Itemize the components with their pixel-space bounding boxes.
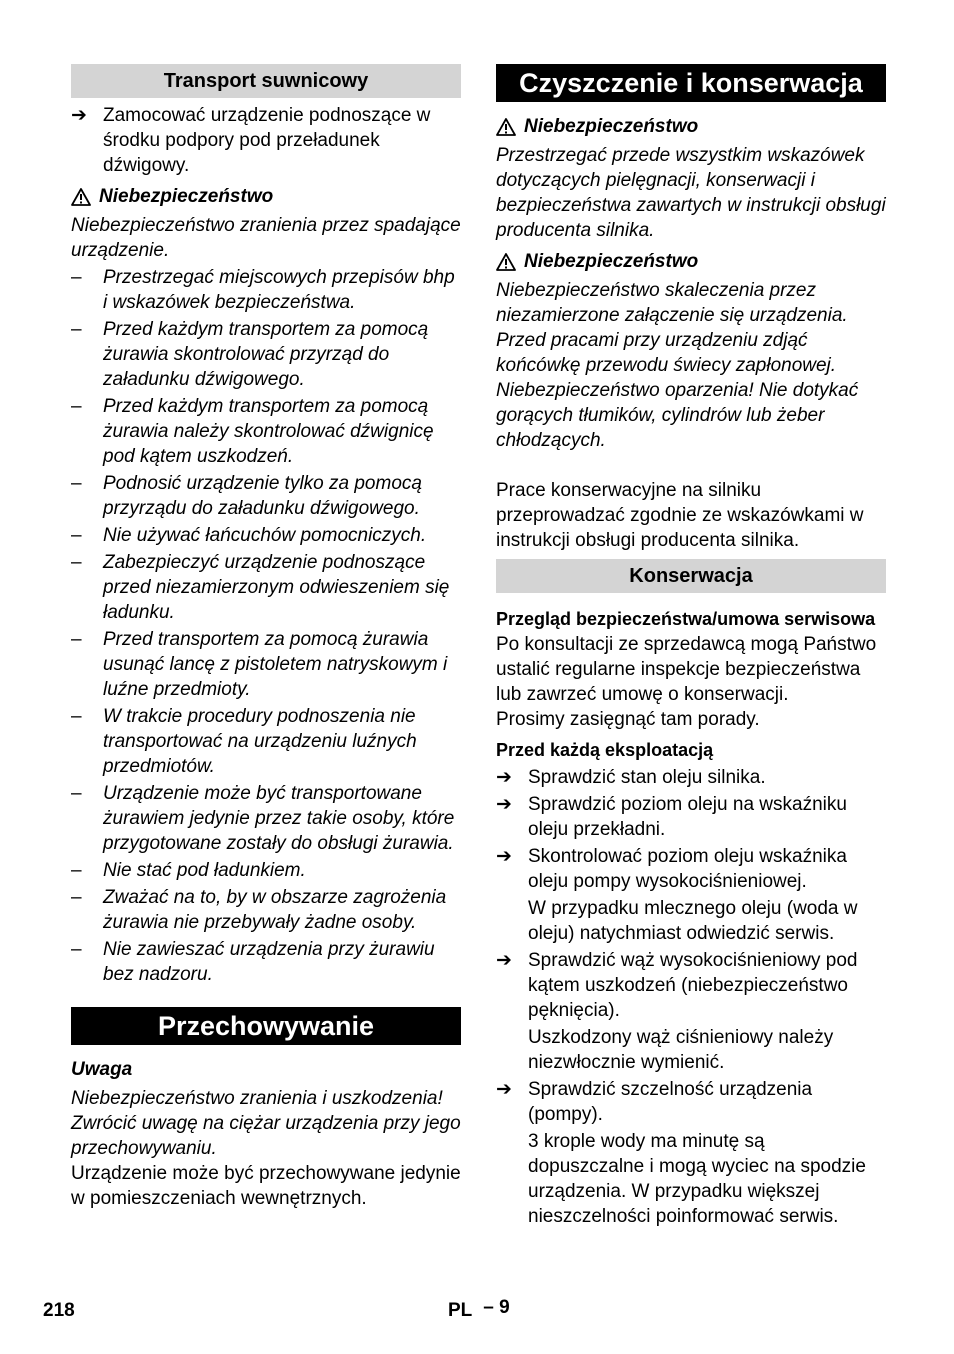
- dash-bullet: –: [71, 552, 82, 573]
- danger2-text-2: Niebezpieczeństwo oparzenia! Nie dotykać gorących tłumików, cylindrów lub żeber chłodzących.: [496, 380, 859, 451]
- danger-notice-1: [496, 114, 886, 139]
- list-item-text: Podnosić urządzenie tylko za pomocą przyrządu do załadunku dźwigowego.: [103, 473, 422, 519]
- list-item-text: Zabezpieczyć urządzenie podnoszące przed niezamierzonym odwieszeniem się ładunku.: [103, 552, 450, 623]
- dash-bullet: –: [71, 319, 82, 340]
- inspection-heading: Przegląd bezpieczeństwa/umowa serwisowa: [496, 609, 876, 629]
- list-item: [71, 781, 461, 856]
- warning-triangle-icon: [496, 118, 516, 136]
- inspection-text-2: Prosimy zasięgnąć tam porady.: [496, 709, 760, 730]
- dash-bullet: –: [71, 525, 82, 546]
- transport-instruction: [71, 103, 461, 178]
- transport-instruction-text: Zamocować urządzenie podnoszące w środku podpory pod przeładunek dźwigowy.: [103, 105, 431, 176]
- dash-bullet: –: [71, 783, 82, 804]
- arrow-right-icon: ➔: [496, 767, 512, 788]
- danger-label: Niebezpieczeństwo: [524, 251, 699, 272]
- storage-text: Urządzenie może być przechowywane jedynie w pomieszczeniach wewnętrznych.: [71, 1163, 461, 1209]
- arrow-right-icon: ➔: [496, 950, 512, 971]
- dash-bullet: –: [71, 396, 82, 417]
- warning-triangle-icon: [71, 188, 91, 206]
- check-item-text: Sprawdzić poziom oleju na wskaźniku oleju przekładni.: [528, 794, 847, 840]
- list-item: [71, 317, 461, 392]
- list-item-text: Zważać na to, by w obszarze zagrożenia żurawia nie przebywały żadne osoby.: [103, 887, 447, 933]
- maintenance-text: Prace konserwacyjne na silniku przeprowadzać zgodnie ze wskazówkami w instrukcji obsługi producenta silnika.: [496, 480, 864, 551]
- warning-triangle-icon: [496, 253, 516, 271]
- dash-bullet: –: [71, 860, 82, 881]
- check-item: [496, 792, 886, 842]
- list-item: [71, 265, 461, 315]
- list-item-text: W trakcie procedury podnoszenia nie transportować na urządzeniu luźnych przedmiotów.: [103, 706, 417, 777]
- safety-list: [71, 265, 461, 987]
- list-item-text: Urządzenie może być transportowane żurawiem jedynie przez takie osoby, które przygotowane zostały do obsługi żurawia.: [103, 783, 455, 854]
- note-label: Uwaga: [71, 1059, 133, 1080]
- arrow-right-icon: ➔: [496, 1079, 512, 1100]
- transport-heading: Transport suwnicowy: [71, 64, 461, 98]
- check-item-text: Sprawdzić szczelność urządzenia (pompy).: [528, 1079, 813, 1125]
- check-item: [496, 948, 886, 1023]
- dash-bullet: –: [71, 473, 82, 494]
- list-item: [71, 550, 461, 625]
- arrow-right-icon: ➔: [496, 846, 512, 867]
- check-item: [496, 844, 886, 894]
- list-item: [71, 523, 461, 548]
- check-item-note: Uszkodzony wąż ciśnieniowy należy niezwłocznie wymienić.: [528, 1027, 834, 1073]
- list-item-text: Nie stać pod ładunkiem.: [103, 860, 306, 881]
- list-item: [71, 704, 461, 779]
- list-item-text: Przed każdym transportem za pomocą żurawia skontrolować przyrząd do załadunku dźwigowego.: [103, 319, 429, 390]
- dash-bullet: –: [71, 629, 82, 650]
- list-item-text: Przestrzegać miejscowych przepisów bhp i wskazówek bezpieczeństwa.: [103, 267, 455, 313]
- danger-label: Niebezpieczeństwo: [524, 116, 699, 137]
- dash-bullet: –: [71, 939, 82, 960]
- note-text: Niebezpieczeństwo zranienia i uszkodzenia! Zwrócić uwagę na ciężar urządzenia przy jego przechowywaniu.: [71, 1088, 461, 1159]
- footer-label: [448, 1298, 510, 1323]
- list-item: [71, 885, 461, 935]
- page-number: 218: [43, 1300, 75, 1321]
- language-code: PL: [448, 1300, 472, 1321]
- check-item-text: Skontrolować poziom oleju wskaźnika oleju pompy wysokociśnieniowej.: [528, 846, 847, 892]
- cleaning-heading: Czyszczenie i konserwacja: [496, 64, 886, 102]
- list-item: [71, 627, 461, 702]
- check-item-note: 3 krople wody ma minutę są dopuszczalne i mogą wyciec na spodzie urządzenia. W przypadku większej nieszczelności poinformować serwis.: [528, 1131, 866, 1227]
- before-use-heading: Przed każdą eksploatacją: [496, 740, 714, 760]
- danger1-text: Przestrzegać przede wszystkim wskazówek dotyczących pielęgnacji, konserwacji i bezpieczeństwa zawartych w instrukcji obsługi producenta silnika.: [496, 145, 886, 241]
- list-item-text: Przed każdym transportem za pomocą żurawia należy skontrolować dźwignicę pod kątem uszkodzeń.: [103, 396, 434, 467]
- arrow-right-icon: ➔: [496, 794, 512, 815]
- check-item-note: W przypadku mlecznego oleju (woda w oleju) natychmiast odwiedzić serwis.: [528, 898, 858, 944]
- danger2-text-1: Niebezpieczeństwo skaleczenia przez niezamierzone załączenie się urządzenia. Przed pracami przy urządzeniu zdjąć końcówkę przewodu świecy zapłonowej.: [496, 280, 848, 376]
- list-item-text: Nie zawieszać urządzenia przy żurawiu bez nadzoru.: [103, 939, 435, 985]
- list-item: [71, 471, 461, 521]
- left-column: [71, 64, 461, 1211]
- danger-text: Niebezpieczeństwo zranienia przez spadające urządzenie.: [71, 215, 461, 261]
- inspection-text-1: Po konsultacji ze sprzedawcą mogą Państwo ustalić regularne inspekcje bezpieczeństwa lub zawrzeć umowę o konserwacji.: [496, 634, 877, 705]
- danger-label: Niebezpieczeństwo: [99, 186, 274, 207]
- conservation-heading: Konserwacja: [496, 559, 886, 593]
- list-item: [71, 394, 461, 469]
- arrow-right-icon: ➔: [71, 105, 87, 126]
- list-item: [71, 858, 461, 883]
- check-item: [496, 1077, 886, 1127]
- dash-bullet: –: [71, 267, 82, 288]
- danger-notice-2: [496, 249, 886, 274]
- list-item: [71, 937, 461, 987]
- dash-bullet: –: [71, 706, 82, 727]
- check-list: [496, 765, 886, 1229]
- list-item-text: Przed transportem za pomocą żurawia usunąć lancę z pistoletem natryskowym i luźne przedmioty.: [103, 629, 448, 700]
- dash-bullet: –: [71, 887, 82, 908]
- right-column: [496, 64, 886, 1229]
- check-item-text: Sprawdzić stan oleju silnika.: [528, 767, 766, 788]
- check-item-text: Sprawdzić wąż wysokociśnieniowy pod kątem uszkodzeń (niebezpieczeństwo pęknięcia).: [528, 950, 858, 1021]
- storage-heading: Przechowywanie: [71, 1007, 461, 1045]
- list-item-text: Nie używać łańcuchów pomocniczych.: [103, 525, 427, 546]
- section-page: – 9: [483, 1297, 510, 1318]
- check-item: [496, 765, 886, 790]
- danger-notice: [71, 184, 461, 209]
